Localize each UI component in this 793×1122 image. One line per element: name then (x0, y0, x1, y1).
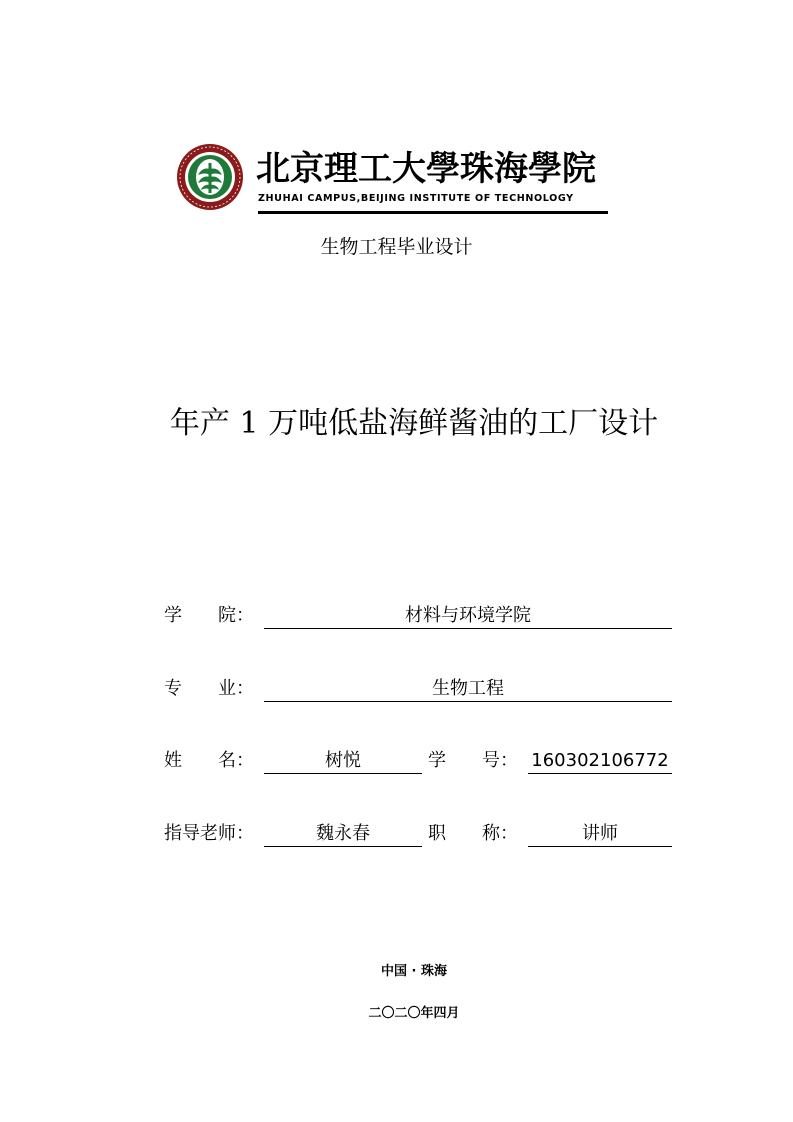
advisor-value: 魏永春 (264, 822, 422, 847)
name-value: 树悦 (264, 749, 422, 774)
student-id-label: 学 号： (428, 750, 518, 771)
university-seal-icon (176, 143, 244, 211)
logo-divider (258, 211, 608, 214)
location-text: 中国 · 珠海 (381, 964, 447, 979)
rank-label: 职 称： (428, 823, 518, 844)
university-logo (176, 143, 608, 223)
document-subtitle: 生物工程毕业设计 (320, 236, 473, 258)
college-label: 学 院： (164, 605, 254, 626)
advisor-label: 指导老师： (164, 823, 254, 844)
date-text: 二〇二〇年四月 (368, 1006, 460, 1021)
major-label: 专 业： (164, 678, 254, 699)
student-id-value: 160302106772 (528, 749, 672, 774)
major-value: 生物工程 (264, 677, 672, 702)
college-value: 材料与环境学院 (264, 604, 672, 629)
name-label: 姓 名： (164, 750, 254, 771)
rank-value: 讲师 (528, 822, 672, 847)
thesis-title: 年产 1 万吨低盐海鲜酱油的工厂设计 (169, 406, 659, 441)
university-name-cn: 北京理工大學珠海學院 (256, 149, 596, 189)
university-name-en: ZHUHAI CAMPUS,BEIJING INSTITUTE OF TECHNOLOGY (258, 193, 574, 204)
